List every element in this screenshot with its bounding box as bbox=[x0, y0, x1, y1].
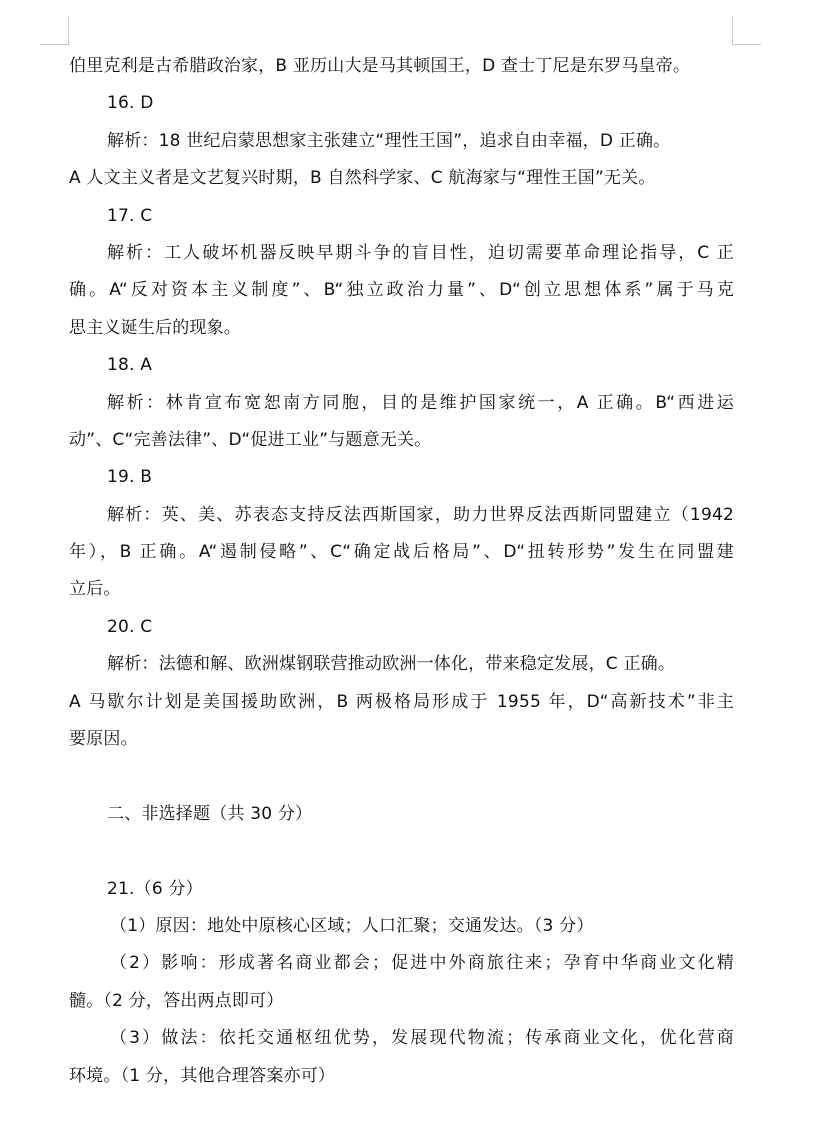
question-21-part-3-cont: 环境。（1 分，其他合理答案亦可） bbox=[69, 1065, 336, 1086]
question-20-explanation-cont: A 马歇尔计划是美国援助欧洲，B 两极格局形成于 1955 年，D“高新技术”非主 bbox=[69, 691, 734, 712]
question-16-answer: 16. D bbox=[107, 93, 154, 114]
document-body bbox=[69, 48, 734, 1095]
crop-mark-top-left bbox=[40, 16, 69, 45]
question-21-part-3: （3）做法：依托交通枢纽优势，发展现代物流；传承商业文化，优化营商 bbox=[110, 1028, 734, 1049]
question-21-part-1: （1）原因：地处中原核心区域；人口汇聚；交通发达。（3 分） bbox=[110, 915, 594, 936]
question-17-answer: 17. C bbox=[107, 205, 153, 226]
question-17-explanation-end: 思主义诞生后的现象。 bbox=[69, 317, 241, 338]
question-16-explanation-cont: A 人文主义者是文艺复兴时期，B 自然科学家、C 航海家与“理性王国”无关。 bbox=[69, 168, 656, 189]
question-18-answer: 18. A bbox=[107, 355, 153, 376]
question-20-explanation-end: 要原因。 bbox=[69, 729, 138, 750]
section-heading-non-choice: 二、非选择题（共 30 分） bbox=[107, 803, 313, 824]
question-19-explanation-end: 立后。 bbox=[69, 579, 121, 600]
question-20-answer: 20. C bbox=[107, 616, 153, 637]
question-18-explanation-end: 动”、C“完善法律”、D“促进工业”与题意无关。 bbox=[69, 429, 432, 450]
question-18-explanation: 解析：林肯宣布宽恕南方同胞，目的是维护国家统一，A 正确。B“西进运 bbox=[107, 392, 734, 413]
answer-15-explanation-end: 伯里克利是古希腊政治家，B 亚历山大是马其顿国王，D 查士丁尼是东罗马皇帝。 bbox=[69, 56, 691, 76]
question-19-explanation: 解析：英、美、苏表态支持反法西斯国家，助力世界反法西斯同盟建立（1942 bbox=[107, 504, 734, 525]
question-17-explanation: 解析：工人破坏机器反映早期斗争的盲目性，迫切需要革命理论指导，C 正 bbox=[107, 242, 734, 263]
question-19-answer: 19. B bbox=[107, 467, 153, 488]
question-21-part-2-cont: 髓。（2 分，答出两点即可） bbox=[69, 990, 284, 1011]
spacer bbox=[69, 833, 734, 870]
question-19-explanation-cont: 年），B 正确。A“遏制侵略”、C“确定战后格局”、D“扭转形势”发生在同盟建 bbox=[69, 542, 734, 563]
question-17-explanation-cont: 确。A“反对资本主义制度”、B“独立政治力量”、D“创立思想体系”属于马克 bbox=[69, 280, 734, 301]
question-20-explanation: 解析：法德和解、欧洲煤钢联营推动欧洲一体化，带来稳定发展，C 正确。 bbox=[107, 654, 676, 675]
question-16-explanation: 解析：18 世纪启蒙思想家主张建立“理性王国”，追求自由幸福，D 正确。 bbox=[107, 130, 671, 151]
question-21-heading: 21.（6 分） bbox=[107, 878, 203, 899]
crop-mark-top-right bbox=[732, 16, 761, 45]
spacer bbox=[69, 758, 734, 795]
question-21-part-2: （2）影响：形成著名商业都会；促进中外商旅往来；孕育中华商业文化精 bbox=[110, 953, 734, 974]
